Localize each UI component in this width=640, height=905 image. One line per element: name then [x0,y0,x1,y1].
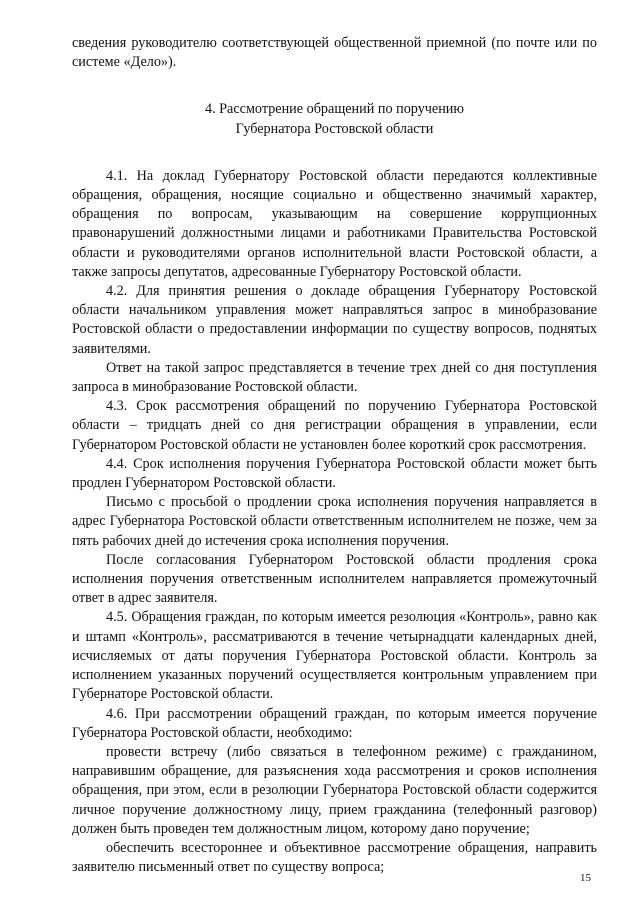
paragraph-response: Ответ на такой запрос представляется в течение трех дней со дня поступления запроса в минобразование Ростовской области. [72,359,597,396]
paragraph-4-5: 4.5. Обращения граждан, по которым имеется резолюция «Контроль», равно как и штамп «Контроль», рассматриваются в течение четырнадцати календарных дней, исчисляемых от даты поручения Губернатора Ростовской области. Контроль за исполнением указанных поручений осуществляется контрольным управлением при Губернаторе Ростовской области. [72,609,597,703]
section-heading [72,100,597,138]
page-number: 15 [580,872,591,884]
paragraph-4-3: 4.3. Срок рассмотрения обращений по поручению Губернатора Ростовской области – тридцать дней со дня регистрации обращения в управлении, если Губернатором Ростовской области не установлен более короткий срок рассмотрения. [72,398,597,453]
paragraph-extension: После согласования Губернатором Ростовской области продления срока исполнения поручения ответственным исполнителем направляется промежуточный ответ в адрес заявителя. [72,551,597,607]
paragraph-4-2: 4.2. Для принятия решения о докладе обращения Губернатору Ростовской области начальником управления может направляться запрос в минобразование Ростовской области о предоставлении информации по существу вопросов, поднятых заявителями. [72,283,597,357]
section-heading-line-2: Губернатора Ростовской области [235,120,434,137]
paragraph-letter: Письмо с просьбой о продлении срока исполнения поручения направляется в адрес Губернатора Ростовской области ответственным исполнителем не позже, чем за пять рабочих дней до истечения срока исполнения поручения. [72,494,597,549]
section-heading-line-1: 4. Рассмотрение обращений по поручению [204,101,465,118]
paragraph-meeting: провести встречу (либо связаться в телефонном режиме) с гражданином, направившим обращение, для разъяснения хода рассмотрения и сроков исполнения обращения, при этом, если в резолюции Губернатора Ростовской области содержится личное поручение должностному лицу, прием гражданина (телефонный разговор) должен быть проведен тем должностным лицом, которому дано поручение; [72,743,597,837]
intro-paragraph: сведения руководителю соответствующей общественной приемной (по почте или по системе «Дело»). [72,35,597,71]
paragraph-4-6: 4.6. При рассмотрении обращений граждан, по которым имеется поручение Губернатора Ростовской области, необходимо: [72,705,597,741]
paragraph-4-1: 4.1. На доклад Губернатору Ростовской области передаются коллективные обращения, обращения, носящие социально и общественно значимый характер, обращения по вопросам, указывающим на совершение коррупционных правонарушений должностными лицами и работниками Правительства Ростовской области и руководителями органов исполнительной власти Ростовской области, а также запросы депутатов, адресованные Губернатору Ростовской области. [72,167,597,280]
document-body [72,34,597,877]
paragraph-4-4: 4.4. Срок исполнения поручения Губернатора Ростовской области может быть продлен Губернатором Ростовской области. [72,455,597,492]
paragraph-review: обеспечить всестороннее и объективное рассмотрение обращения, направить заявителю письменный ответ по существу вопроса; [72,839,597,876]
